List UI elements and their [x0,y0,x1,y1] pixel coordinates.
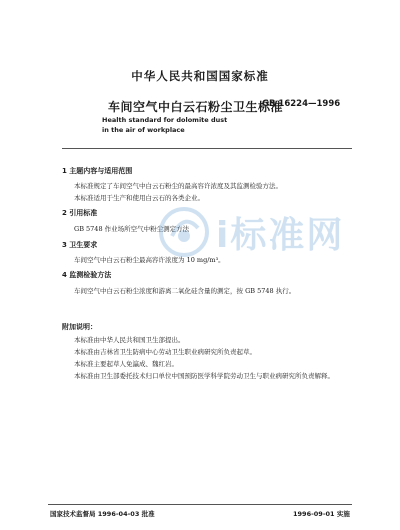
section-2-line-1: GB 5748 作业场所空气中粉尘测定方法 [74,225,190,233]
section-1-heading: 1 主题内容与适用范围 [62,167,133,175]
header-title: 中华人民共和国国家标准 [131,69,269,83]
section-3-heading: 3 卫生要求 [62,241,98,249]
notes-line-3: 本标准主要起草人免瀛成、魏红岩。 [74,360,178,368]
notes-line-1: 本标准由中华人民共和国卫生部提出。 [74,336,185,344]
section-1-line-2: 本标准适用于生产和使用白云石的各类企业。 [74,194,204,202]
english-title-line-2: in the air of workplace [102,126,185,134]
section-2-heading: 2 引用标准 [62,209,98,217]
section-1-line-1: 本标准规定了车间空气中白云石粉尘的最高容许浓度及其监测检验方法。 [74,182,282,190]
standard-number: GB 16224—1996 [262,99,341,109]
section-4-heading: 4 监测检验方法 [62,271,112,279]
top-divider [62,148,352,149]
notes-line-2: 本标准由吉林省卫生防病中心劳动卫生职业病研究所负责起草。 [74,348,256,356]
document-title: 车间空气中白云石粉尘卫生标准 [108,100,284,114]
implementation-date: 1996-09-01 实施 [293,510,350,518]
section-3-line-1: 车间空气中白云石粉尘最高容许浓度为 10 mg/m³。 [74,256,225,264]
notes-line-4: 本标准由卫生部委托技术归口单位中国预防医学科学院劳动卫生与职业病研究所负责解释。 [74,372,334,380]
watermark-text: i标准网 [216,214,345,256]
english-title-line-1: Health standard for dolomite dust [102,116,228,124]
notes-heading: 附加说明： [62,323,97,331]
approval-date: 国家技术监督局 1996-04-03 批准 [50,510,155,518]
bottom-divider [48,504,352,505]
section-4-line-1: 车间空气中白云石粉尘浓度和游离二氧化硅含量的测定，按 GB 5748 执行。 [74,287,296,295]
